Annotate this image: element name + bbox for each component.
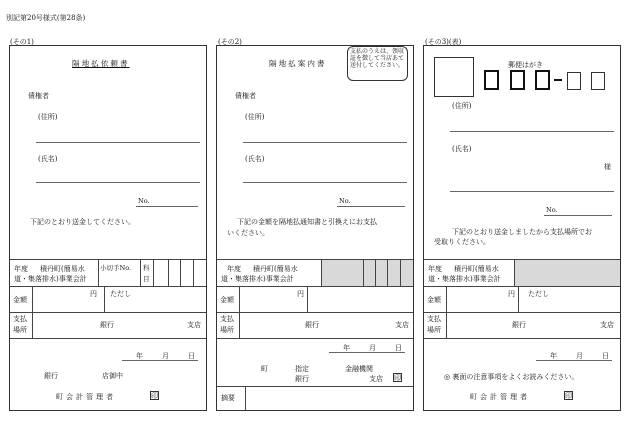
form2-address-label: (住所): [245, 113, 265, 121]
form2-date-year: 年: [343, 344, 350, 352]
postal-code-digit-5: [591, 72, 605, 90]
form2-bank: 銀行: [305, 321, 319, 329]
form2-financial-institution: 金融機関: [345, 365, 373, 373]
form3-branch: 支店: [600, 321, 614, 329]
form1-label: (その1): [10, 38, 34, 46]
form1-yen: 円: [90, 290, 97, 298]
form1-branch: 支店: [187, 321, 201, 329]
form3-yen: 円: [508, 290, 515, 298]
form1-year-label: 年度: [14, 265, 28, 273]
form3-date-month: 月: [576, 352, 583, 360]
form2: [216, 45, 414, 411]
form2-title: 隔地払案内書: [269, 59, 327, 68]
form3-seal: 印: [565, 392, 572, 400]
form3-label: (その3)(表): [425, 38, 462, 46]
form1-seal: 印: [151, 392, 158, 400]
form2-yen: 円: [297, 290, 304, 298]
stamp-box: [434, 57, 474, 97]
form2-instruction-line2: いください。: [227, 229, 269, 237]
form1-date-day: 日: [188, 352, 195, 360]
form1-branch-chu: 店御中: [102, 372, 123, 380]
form1-account-line2: 道・集落排水)事業会計: [14, 275, 87, 283]
form3-instruction-line2: 受取りください。: [434, 238, 490, 246]
form2-name-label: (氏名): [245, 155, 265, 163]
form1-but: ただし: [110, 290, 131, 298]
form1-address-label: (住所): [38, 113, 58, 121]
form1-date-year: 年: [136, 352, 143, 360]
form2-account-line2: 道・集落排水)事業会計: [221, 275, 294, 283]
form1-subject-line2: 目: [143, 275, 150, 283]
form3-manager: 町会計管理者: [470, 393, 530, 401]
form3-address-label: (住所): [452, 102, 472, 110]
form3-postcard-label: 郵便はがき: [508, 61, 543, 69]
form1-bank: 銀行: [100, 321, 114, 329]
form1-name-label: (氏名): [38, 155, 58, 163]
form3-but: ただし: [528, 290, 549, 298]
form3: [423, 45, 621, 411]
form1-creditor-label: 債権者: [28, 92, 49, 100]
form3-place-line1: 支払: [427, 315, 441, 323]
form3-bank: 銀行: [512, 321, 526, 329]
form2-year-label: 年度: [227, 265, 241, 273]
form2-branch2: 支店: [369, 375, 383, 383]
postal-code-digit-1: [484, 70, 499, 90]
form2-seal: 印: [394, 374, 401, 382]
postal-code-digit-4: [567, 72, 581, 90]
form1-amount-label: 金額: [13, 296, 27, 304]
form2-designated: 指定: [295, 365, 309, 373]
form2-no-label: No.: [339, 197, 351, 205]
postal-code-digit-3: [535, 70, 550, 90]
form1-date-month: 月: [162, 352, 169, 360]
form2-label: (その2): [218, 38, 242, 46]
form2-note: 支払のうえは、領収証を徴して当店あて送付してください。: [347, 46, 408, 81]
form1-place-line2: 場所: [13, 326, 27, 334]
form1-place-line1: 支払: [13, 315, 27, 323]
form1-title: 隔地払依頼書: [72, 59, 130, 68]
form2-branch: 支店: [395, 321, 409, 329]
form3-date-day: 日: [602, 352, 609, 360]
postal-code-digit-2: [510, 70, 525, 90]
form1: [9, 45, 207, 411]
form1-check-no: 小切手No.: [100, 264, 132, 272]
form2-bank-word: 銀行: [295, 375, 309, 383]
form3-notice: ◎ 裏面の注意事項をよくお読みください。: [444, 373, 579, 381]
form3-account-line2: 道・集落排水)事業会計: [428, 275, 501, 283]
form2-town: 町: [261, 365, 268, 373]
form1-no-label: No.: [138, 197, 150, 205]
form3-name-label: (氏名): [452, 145, 472, 153]
form2-date-day: 日: [395, 344, 402, 352]
form3-place-line2: 場所: [427, 326, 441, 334]
form2-date-month: 月: [369, 344, 376, 352]
form1-manager: 町会計管理者: [56, 393, 116, 401]
form2-creditor-label: 債権者: [235, 92, 256, 100]
form3-amount-label: 金額: [427, 296, 441, 304]
form2-summary: 摘要: [221, 394, 235, 402]
form3-account-line1: 積丹町(簡易水: [454, 265, 499, 273]
page-header: 別記第20号様式(第28条): [6, 14, 86, 22]
form2-amount-label: 金額: [220, 296, 234, 304]
form2-place-line1: 支払: [220, 315, 234, 323]
form2-instruction-line1: 下記の金額を隔地払通知書と引換えにお支払: [237, 218, 377, 226]
form1-account-line1: 積丹町(簡易水: [40, 265, 85, 273]
form3-sama: 様: [604, 163, 611, 171]
form2-account-line1: 積丹町(簡易水: [253, 265, 298, 273]
form1-instruction: 下記のとおり送金してください。: [30, 218, 135, 226]
form3-year-label: 年度: [428, 265, 442, 273]
form3-instruction-line1: 下記のとおり送金しましたから支払場所でお: [452, 228, 592, 236]
form2-place-line2: 場所: [220, 326, 234, 334]
form3-no-label: No.: [546, 206, 558, 214]
form3-date-year: 年: [550, 352, 557, 360]
form1-subject-line1: 科: [143, 264, 150, 272]
form1-bank2: 銀行: [44, 372, 58, 380]
